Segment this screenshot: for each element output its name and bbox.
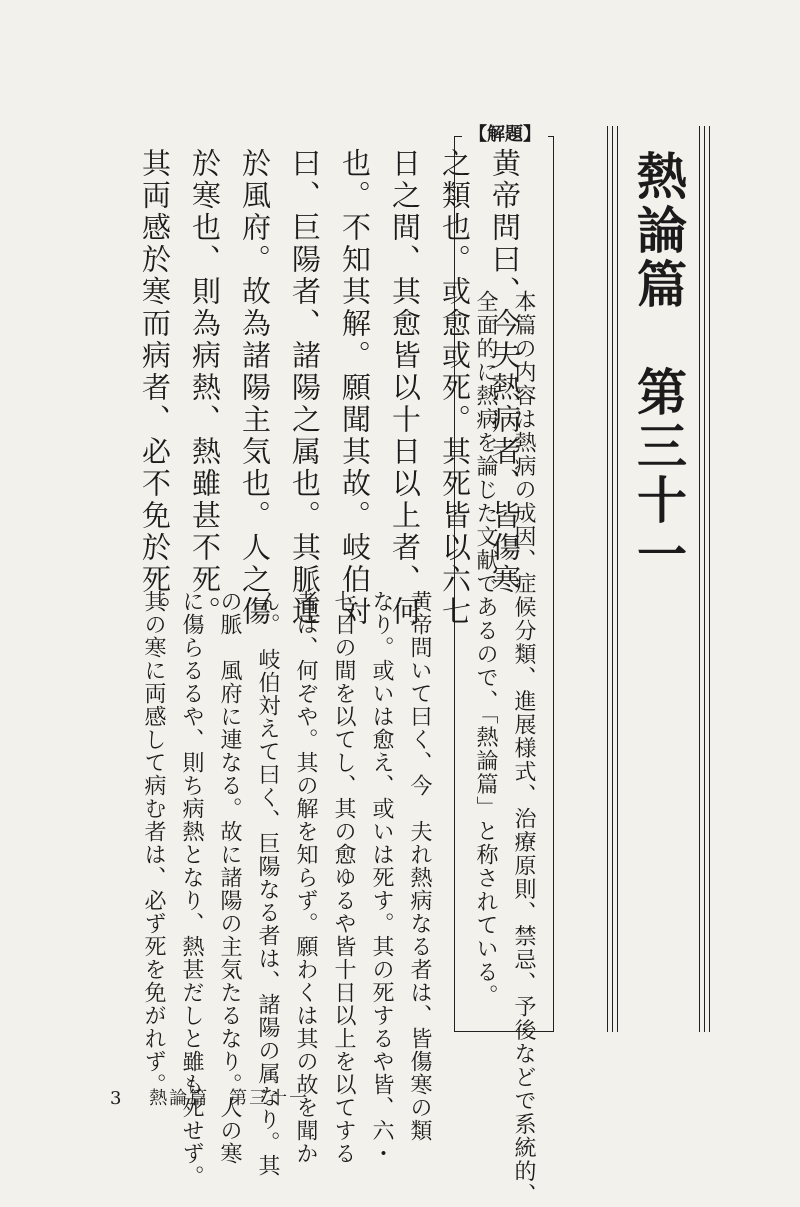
page-footer xyxy=(110,1084,327,1110)
classical-line: 日之間、其愈皆以十日以上者、何 xyxy=(388,148,422,628)
classical-line: 也。不知其解。願聞其故。岐伯対 xyxy=(338,148,372,628)
classical-line: 之類也。或愈或死。其死皆以六七 xyxy=(438,148,472,628)
reading-line: 其の寒に両感して病む者は、必ず死を免がれず。 xyxy=(141,590,166,1096)
reading-line: の脈 風府に連なる。故に諸陽の主気たるなり。人の寒 xyxy=(217,590,242,1165)
kaidai-line: 本篇の内容は熱病の成因、症候分類、進展様式、治療原則、禁忌、予後などで系統的、 xyxy=(511,290,536,1207)
kaidai-label: 【解題】 xyxy=(462,124,548,146)
reading-line: なり。或いは愈え、或いは死す。其の死するや皆、六・ xyxy=(369,590,394,1165)
classical-line: 於寒也、則為病熱、熱雖甚不死。 xyxy=(188,148,222,628)
title-rule-right-2 xyxy=(704,126,705,1032)
reading-line: ん。 岐伯対えて曰く、巨陽なる者は、諸陽の属なり。其 xyxy=(255,590,280,1177)
reading-line: 黄帝問いて曰く、今 夫れ熱病なる者は、皆傷寒の類 xyxy=(407,590,432,1142)
chapter-title: 熱論篇 第三十一 xyxy=(629,150,688,582)
title-rule-left-3 xyxy=(617,126,618,1032)
classical-line: 黄帝問曰、今夫熱病者、皆傷寒 xyxy=(488,148,522,596)
kaidai-line: 全面的に熱病を論じた文献であるので、「熱論篇」と称されている。 xyxy=(473,290,498,1008)
reading-line: 七日の間を以てし、其の愈ゆるや皆十日以上を以てする xyxy=(331,590,356,1165)
classical-text xyxy=(130,148,530,628)
page-number: 3 xyxy=(110,1088,124,1109)
classical-line: 其両感於寒而病者、必不免於死。 xyxy=(138,148,172,628)
running-title: 熱論篇 第三十一 xyxy=(149,1088,310,1109)
reading-line: 者は、何ぞや。其の解を知らず。願わくは其の故を聞か xyxy=(293,590,318,1165)
title-rule-right xyxy=(699,126,700,1032)
title-rule-left xyxy=(607,126,608,1032)
classical-line: 於風府。故為諸陽主気也。人之傷 xyxy=(238,148,272,628)
title-rule-right-3 xyxy=(709,126,710,1032)
title-rule-left-2 xyxy=(612,126,613,1032)
classical-line: 曰、巨陽者、諸陽之属也。其脈連 xyxy=(288,148,322,628)
reading-line: に傷らるるや、則ち病熱となり、熱甚だしと雖も死せず。 xyxy=(179,590,204,1188)
